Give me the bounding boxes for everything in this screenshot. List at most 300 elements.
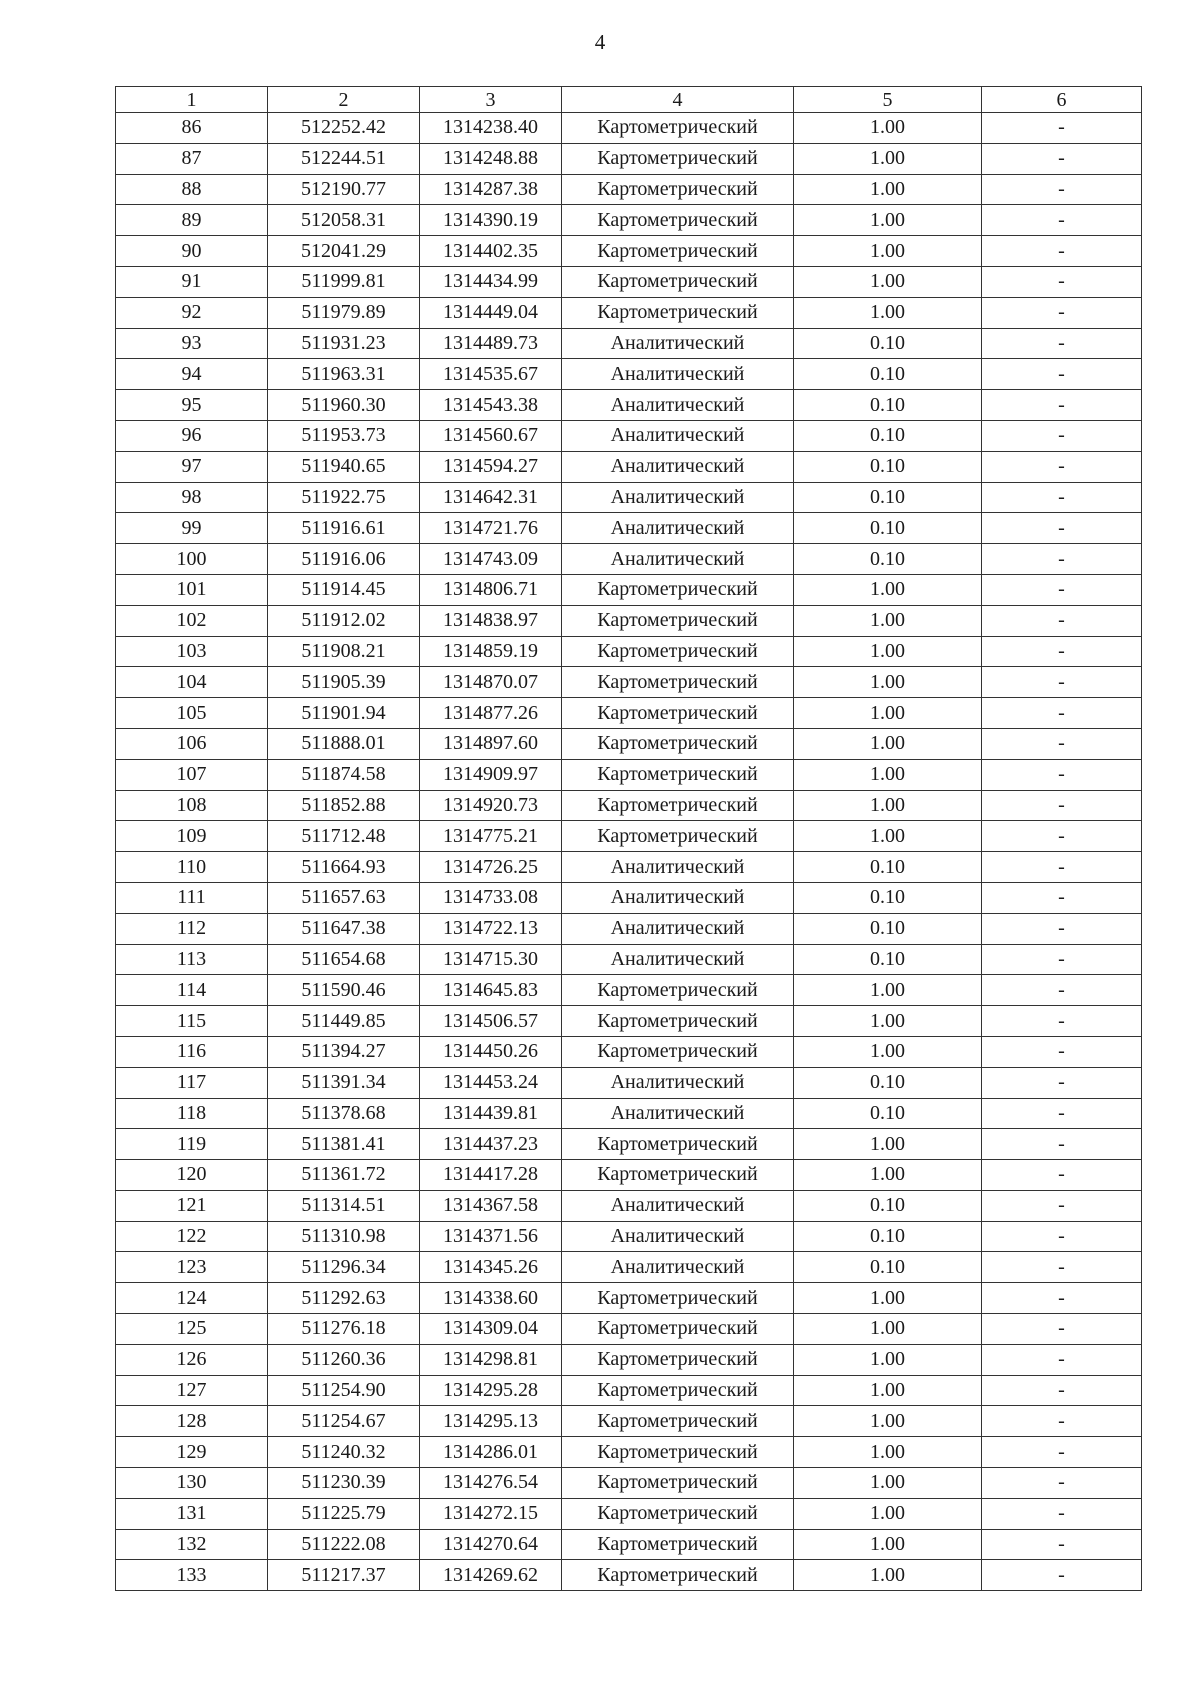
point-number-cell: 118	[116, 1098, 268, 1129]
x-coordinate-cell: 511394.27	[268, 1036, 420, 1067]
accuracy-cell: 0.10	[794, 544, 982, 575]
table-row	[116, 913, 1142, 944]
accuracy-cell: 1.00	[794, 205, 982, 236]
description-cell: -	[982, 1498, 1142, 1529]
x-coordinate-cell: 511381.41	[268, 1129, 420, 1160]
point-number-cell: 103	[116, 636, 268, 667]
description-cell: -	[982, 297, 1142, 328]
description-cell: -	[982, 482, 1142, 513]
description-cell: -	[982, 328, 1142, 359]
method-cell: Картометрический	[562, 790, 794, 821]
table-row	[116, 1190, 1142, 1221]
description-cell: -	[982, 759, 1142, 790]
table-row	[116, 1529, 1142, 1560]
y-coordinate-cell: 1314248.88	[420, 143, 562, 174]
description-cell: -	[982, 913, 1142, 944]
x-coordinate-cell: 511314.51	[268, 1190, 420, 1221]
x-coordinate-cell: 511901.94	[268, 698, 420, 729]
table-row	[116, 605, 1142, 636]
x-coordinate-cell: 511874.58	[268, 759, 420, 790]
y-coordinate-cell: 1314269.62	[420, 1560, 562, 1591]
y-coordinate-cell: 1314489.73	[420, 328, 562, 359]
accuracy-cell: 1.00	[794, 236, 982, 267]
x-coordinate-cell: 511225.79	[268, 1498, 420, 1529]
point-number-cell: 94	[116, 359, 268, 390]
accuracy-cell: 0.10	[794, 882, 982, 913]
point-number-cell: 129	[116, 1437, 268, 1468]
table-row	[116, 574, 1142, 605]
column-header-2: 2	[268, 87, 420, 113]
table-row	[116, 1098, 1142, 1129]
point-number-cell: 99	[116, 513, 268, 544]
description-cell: -	[982, 728, 1142, 759]
y-coordinate-cell: 1314721.76	[420, 513, 562, 544]
table-row	[116, 698, 1142, 729]
accuracy-cell: 1.00	[794, 667, 982, 698]
method-cell: Картометрический	[562, 759, 794, 790]
point-number-cell: 120	[116, 1160, 268, 1191]
method-cell: Картометрический	[562, 605, 794, 636]
table-row	[116, 297, 1142, 328]
description-cell: -	[982, 513, 1142, 544]
description-cell: -	[982, 821, 1142, 852]
point-number-cell: 127	[116, 1375, 268, 1406]
description-cell: -	[982, 1221, 1142, 1252]
x-coordinate-cell: 511240.32	[268, 1437, 420, 1468]
description-cell: -	[982, 420, 1142, 451]
accuracy-cell: 1.00	[794, 1406, 982, 1437]
accuracy-cell: 1.00	[794, 821, 982, 852]
table-row	[116, 236, 1142, 267]
accuracy-cell: 0.10	[794, 451, 982, 482]
accuracy-cell: 0.10	[794, 513, 982, 544]
point-number-cell: 93	[116, 328, 268, 359]
y-coordinate-cell: 1314367.58	[420, 1190, 562, 1221]
description-cell: -	[982, 390, 1142, 421]
accuracy-cell: 1.00	[794, 574, 982, 605]
x-coordinate-cell: 511916.06	[268, 544, 420, 575]
accuracy-cell: 1.00	[794, 143, 982, 174]
y-coordinate-cell: 1314295.13	[420, 1406, 562, 1437]
y-coordinate-cell: 1314450.26	[420, 1036, 562, 1067]
point-number-cell: 92	[116, 297, 268, 328]
description-cell: -	[982, 1560, 1142, 1591]
accuracy-cell: 1.00	[794, 605, 982, 636]
point-number-cell: 110	[116, 852, 268, 883]
table-row	[116, 1221, 1142, 1252]
accuracy-cell: 0.10	[794, 390, 982, 421]
y-coordinate-cell: 1314733.08	[420, 882, 562, 913]
y-coordinate-cell: 1314295.28	[420, 1375, 562, 1406]
accuracy-cell: 0.10	[794, 420, 982, 451]
point-number-cell: 90	[116, 236, 268, 267]
method-cell: Картометрический	[562, 1344, 794, 1375]
x-coordinate-cell: 511916.61	[268, 513, 420, 544]
x-coordinate-cell: 511310.98	[268, 1221, 420, 1252]
table-row	[116, 1160, 1142, 1191]
table-row	[116, 1036, 1142, 1067]
x-coordinate-cell: 512190.77	[268, 174, 420, 205]
column-header-6: 6	[982, 87, 1142, 113]
description-cell: -	[982, 667, 1142, 698]
accuracy-cell: 1.00	[794, 1036, 982, 1067]
x-coordinate-cell: 511654.68	[268, 944, 420, 975]
x-coordinate-cell: 511449.85	[268, 1006, 420, 1037]
accuracy-cell: 0.10	[794, 852, 982, 883]
point-number-cell: 108	[116, 790, 268, 821]
y-coordinate-cell: 1314345.26	[420, 1252, 562, 1283]
point-number-cell: 95	[116, 390, 268, 421]
table-row	[116, 1498, 1142, 1529]
method-cell: Картометрический	[562, 1468, 794, 1499]
x-coordinate-cell: 512041.29	[268, 236, 420, 267]
accuracy-cell: 1.00	[794, 174, 982, 205]
method-cell: Аналитический	[562, 451, 794, 482]
method-cell: Картометрический	[562, 205, 794, 236]
y-coordinate-cell: 1314642.31	[420, 482, 562, 513]
point-number-cell: 106	[116, 728, 268, 759]
method-cell: Аналитический	[562, 359, 794, 390]
table-row	[116, 1375, 1142, 1406]
method-cell: Картометрический	[562, 1283, 794, 1314]
method-cell: Аналитический	[562, 482, 794, 513]
x-coordinate-cell: 512252.42	[268, 113, 420, 144]
method-cell: Картометрический	[562, 574, 794, 605]
accuracy-cell: 1.00	[794, 1160, 982, 1191]
accuracy-cell: 1.00	[794, 1006, 982, 1037]
accuracy-cell: 0.10	[794, 1098, 982, 1129]
description-cell: -	[982, 1036, 1142, 1067]
y-coordinate-cell: 1314390.19	[420, 205, 562, 236]
accuracy-cell: 0.10	[794, 482, 982, 513]
y-coordinate-cell: 1314449.04	[420, 297, 562, 328]
point-number-cell: 98	[116, 482, 268, 513]
method-cell: Картометрический	[562, 236, 794, 267]
y-coordinate-cell: 1314437.23	[420, 1129, 562, 1160]
y-coordinate-cell: 1314645.83	[420, 975, 562, 1006]
table-row	[116, 174, 1142, 205]
point-number-cell: 131	[116, 1498, 268, 1529]
description-cell: -	[982, 1468, 1142, 1499]
accuracy-cell: 1.00	[794, 297, 982, 328]
description-cell: -	[982, 882, 1142, 913]
table-body	[116, 113, 1142, 1591]
x-coordinate-cell: 511979.89	[268, 297, 420, 328]
method-cell: Картометрический	[562, 297, 794, 328]
method-cell: Картометрический	[562, 636, 794, 667]
x-coordinate-cell: 511922.75	[268, 482, 420, 513]
y-coordinate-cell: 1314743.09	[420, 544, 562, 575]
y-coordinate-cell: 1314287.38	[420, 174, 562, 205]
y-coordinate-cell: 1314402.35	[420, 236, 562, 267]
method-cell: Аналитический	[562, 1098, 794, 1129]
description-cell: -	[982, 236, 1142, 267]
method-cell: Картометрический	[562, 728, 794, 759]
point-number-cell: 96	[116, 420, 268, 451]
point-number-cell: 116	[116, 1036, 268, 1067]
table-row	[116, 1067, 1142, 1098]
description-cell: -	[982, 266, 1142, 297]
point-number-cell: 121	[116, 1190, 268, 1221]
x-coordinate-cell: 511657.63	[268, 882, 420, 913]
accuracy-cell: 0.10	[794, 328, 982, 359]
description-cell: -	[982, 451, 1142, 482]
accuracy-cell: 1.00	[794, 1529, 982, 1560]
point-number-cell: 88	[116, 174, 268, 205]
method-cell: Картометрический	[562, 174, 794, 205]
point-number-cell: 105	[116, 698, 268, 729]
point-number-cell: 117	[116, 1067, 268, 1098]
method-cell: Аналитический	[562, 328, 794, 359]
table-row	[116, 513, 1142, 544]
method-cell: Картометрический	[562, 143, 794, 174]
description-cell: -	[982, 1129, 1142, 1160]
point-number-cell: 101	[116, 574, 268, 605]
point-number-cell: 111	[116, 882, 268, 913]
description-cell: -	[982, 1098, 1142, 1129]
method-cell: Картометрический	[562, 1314, 794, 1345]
accuracy-cell: 1.00	[794, 1129, 982, 1160]
table-row	[116, 1129, 1142, 1160]
description-cell: -	[982, 574, 1142, 605]
y-coordinate-cell: 1314535.67	[420, 359, 562, 390]
table-row	[116, 113, 1142, 144]
description-cell: -	[982, 636, 1142, 667]
method-cell: Картометрический	[562, 1498, 794, 1529]
description-cell: -	[982, 113, 1142, 144]
y-coordinate-cell: 1314276.54	[420, 1468, 562, 1499]
table-row	[116, 266, 1142, 297]
accuracy-cell: 0.10	[794, 944, 982, 975]
x-coordinate-cell: 511712.48	[268, 821, 420, 852]
table-row	[116, 1252, 1142, 1283]
description-cell: -	[982, 1283, 1142, 1314]
method-cell: Аналитический	[562, 913, 794, 944]
y-coordinate-cell: 1314806.71	[420, 574, 562, 605]
table-row	[116, 1437, 1142, 1468]
method-cell: Картометрический	[562, 1006, 794, 1037]
description-cell: -	[982, 1067, 1142, 1098]
accuracy-cell: 1.00	[794, 759, 982, 790]
table-row	[116, 205, 1142, 236]
point-number-cell: 130	[116, 1468, 268, 1499]
y-coordinate-cell: 1314338.60	[420, 1283, 562, 1314]
method-cell: Картометрический	[562, 1560, 794, 1591]
y-coordinate-cell: 1314543.38	[420, 390, 562, 421]
y-coordinate-cell: 1314715.30	[420, 944, 562, 975]
y-coordinate-cell: 1314439.81	[420, 1098, 562, 1129]
method-cell: Картометрический	[562, 1406, 794, 1437]
accuracy-cell: 1.00	[794, 1283, 982, 1314]
accuracy-cell: 1.00	[794, 113, 982, 144]
accuracy-cell: 0.10	[794, 359, 982, 390]
method-cell: Аналитический	[562, 1190, 794, 1221]
accuracy-cell: 1.00	[794, 1468, 982, 1499]
y-coordinate-cell: 1314722.13	[420, 913, 562, 944]
column-header-5: 5	[794, 87, 982, 113]
y-coordinate-cell: 1314560.67	[420, 420, 562, 451]
description-cell: -	[982, 852, 1142, 883]
point-number-cell: 113	[116, 944, 268, 975]
x-coordinate-cell: 511931.23	[268, 328, 420, 359]
method-cell: Аналитический	[562, 1252, 794, 1283]
method-cell: Картометрический	[562, 1036, 794, 1067]
y-coordinate-cell: 1314726.25	[420, 852, 562, 883]
description-cell: -	[982, 1160, 1142, 1191]
point-number-cell: 87	[116, 143, 268, 174]
method-cell: Аналитический	[562, 390, 794, 421]
accuracy-cell: 1.00	[794, 1437, 982, 1468]
point-number-cell: 89	[116, 205, 268, 236]
table-header	[116, 87, 1142, 113]
x-coordinate-cell: 511912.02	[268, 605, 420, 636]
point-number-cell: 107	[116, 759, 268, 790]
table-row	[116, 852, 1142, 883]
description-cell: -	[982, 975, 1142, 1006]
accuracy-cell: 0.10	[794, 1221, 982, 1252]
x-coordinate-cell: 511230.39	[268, 1468, 420, 1499]
method-cell: Картометрический	[562, 698, 794, 729]
table-row	[116, 1006, 1142, 1037]
description-cell: -	[982, 544, 1142, 575]
y-coordinate-cell: 1314286.01	[420, 1437, 562, 1468]
x-coordinate-cell: 511963.31	[268, 359, 420, 390]
method-cell: Картометрический	[562, 1129, 794, 1160]
point-number-cell: 91	[116, 266, 268, 297]
method-cell: Аналитический	[562, 1067, 794, 1098]
column-header-1: 1	[116, 87, 268, 113]
method-cell: Картометрический	[562, 1437, 794, 1468]
table-row	[116, 882, 1142, 913]
y-coordinate-cell: 1314272.15	[420, 1498, 562, 1529]
x-coordinate-cell: 512058.31	[268, 205, 420, 236]
x-coordinate-cell: 511296.34	[268, 1252, 420, 1283]
y-coordinate-cell: 1314270.64	[420, 1529, 562, 1560]
x-coordinate-cell: 511940.65	[268, 451, 420, 482]
x-coordinate-cell: 511276.18	[268, 1314, 420, 1345]
x-coordinate-cell: 511260.36	[268, 1344, 420, 1375]
y-coordinate-cell: 1314897.60	[420, 728, 562, 759]
table-row	[116, 1560, 1142, 1591]
x-coordinate-cell: 512244.51	[268, 143, 420, 174]
table-row	[116, 636, 1142, 667]
table-row	[116, 359, 1142, 390]
method-cell: Картометрический	[562, 1375, 794, 1406]
point-number-cell: 86	[116, 113, 268, 144]
accuracy-cell: 1.00	[794, 266, 982, 297]
table-row	[116, 975, 1142, 1006]
table-row	[116, 1283, 1142, 1314]
table-row	[116, 944, 1142, 975]
table-row	[116, 790, 1142, 821]
table-row	[116, 1314, 1142, 1345]
description-cell: -	[982, 1252, 1142, 1283]
point-number-cell: 125	[116, 1314, 268, 1345]
accuracy-cell: 1.00	[794, 1560, 982, 1591]
accuracy-cell: 0.10	[794, 1252, 982, 1283]
x-coordinate-cell: 511361.72	[268, 1160, 420, 1191]
column-header-4: 4	[562, 87, 794, 113]
method-cell: Аналитический	[562, 1221, 794, 1252]
point-number-cell: 97	[116, 451, 268, 482]
description-cell: -	[982, 790, 1142, 821]
y-coordinate-cell: 1314417.28	[420, 1160, 562, 1191]
method-cell: Аналитический	[562, 544, 794, 575]
page-number: 4	[594, 30, 606, 54]
table-row	[116, 821, 1142, 852]
accuracy-cell: 1.00	[794, 728, 982, 759]
method-cell: Аналитический	[562, 882, 794, 913]
table-row	[116, 390, 1142, 421]
table-row	[116, 451, 1142, 482]
x-coordinate-cell: 511254.67	[268, 1406, 420, 1437]
description-cell: -	[982, 1344, 1142, 1375]
y-coordinate-cell: 1314859.19	[420, 636, 562, 667]
y-coordinate-cell: 1314870.07	[420, 667, 562, 698]
description-cell: -	[982, 1190, 1142, 1221]
table-row	[116, 1468, 1142, 1499]
description-cell: -	[982, 174, 1142, 205]
description-cell: -	[982, 698, 1142, 729]
x-coordinate-cell: 511888.01	[268, 728, 420, 759]
x-coordinate-cell: 511391.34	[268, 1067, 420, 1098]
accuracy-cell: 1.00	[794, 698, 982, 729]
y-coordinate-cell: 1314594.27	[420, 451, 562, 482]
x-coordinate-cell: 511999.81	[268, 266, 420, 297]
column-header-3: 3	[420, 87, 562, 113]
point-number-cell: 132	[116, 1529, 268, 1560]
method-cell: Аналитический	[562, 944, 794, 975]
description-cell: -	[982, 1529, 1142, 1560]
method-cell: Аналитический	[562, 513, 794, 544]
accuracy-cell: 0.10	[794, 913, 982, 944]
y-coordinate-cell: 1314838.97	[420, 605, 562, 636]
y-coordinate-cell: 1314371.56	[420, 1221, 562, 1252]
y-coordinate-cell: 1314909.97	[420, 759, 562, 790]
description-cell: -	[982, 1314, 1142, 1345]
x-coordinate-cell: 511222.08	[268, 1529, 420, 1560]
description-cell: -	[982, 605, 1142, 636]
point-number-cell: 126	[116, 1344, 268, 1375]
x-coordinate-cell: 511852.88	[268, 790, 420, 821]
y-coordinate-cell: 1314775.21	[420, 821, 562, 852]
point-number-cell: 100	[116, 544, 268, 575]
description-cell: -	[982, 143, 1142, 174]
accuracy-cell: 0.10	[794, 1190, 982, 1221]
accuracy-cell: 1.00	[794, 790, 982, 821]
table-row	[116, 544, 1142, 575]
y-coordinate-cell: 1314920.73	[420, 790, 562, 821]
method-cell: Картометрический	[562, 266, 794, 297]
table-row	[116, 1406, 1142, 1437]
x-coordinate-cell: 511908.21	[268, 636, 420, 667]
header-row	[116, 87, 1142, 113]
x-coordinate-cell: 511914.45	[268, 574, 420, 605]
accuracy-cell: 1.00	[794, 975, 982, 1006]
description-cell: -	[982, 1375, 1142, 1406]
y-coordinate-cell: 1314506.57	[420, 1006, 562, 1037]
method-cell: Картометрический	[562, 821, 794, 852]
x-coordinate-cell: 511254.90	[268, 1375, 420, 1406]
accuracy-cell: 1.00	[794, 1375, 982, 1406]
point-number-cell: 109	[116, 821, 268, 852]
x-coordinate-cell: 511590.46	[268, 975, 420, 1006]
accuracy-cell: 0.10	[794, 1067, 982, 1098]
method-cell: Аналитический	[562, 852, 794, 883]
table-row	[116, 759, 1142, 790]
table-row	[116, 1344, 1142, 1375]
x-coordinate-cell: 511292.63	[268, 1283, 420, 1314]
